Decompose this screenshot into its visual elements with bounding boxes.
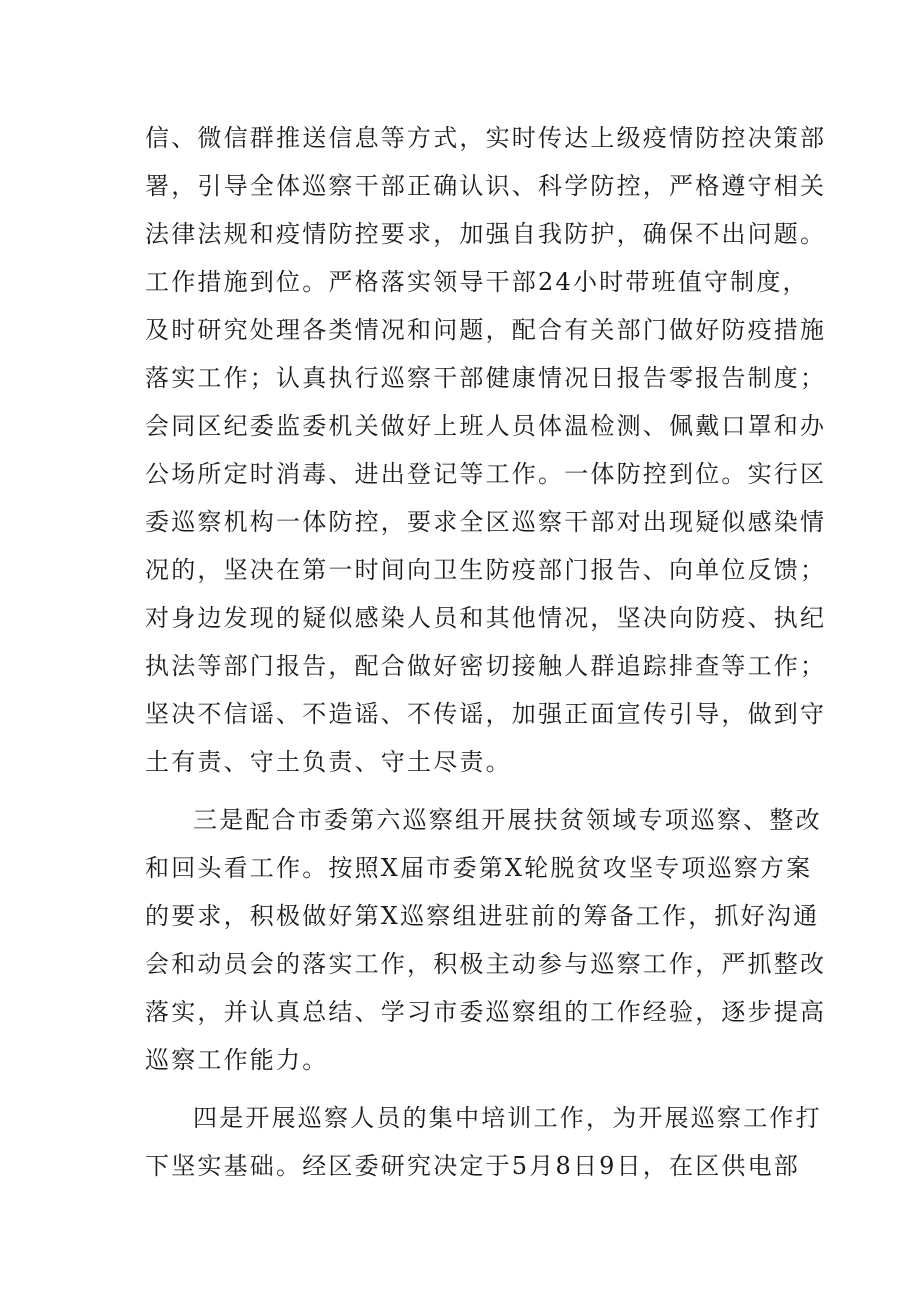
text-line-19: 落实，并认真总结、学习市委巡察组的工作经验，逐步提高: [145, 998, 827, 1026]
text-line-20: 巡察工作能力。: [145, 1046, 329, 1074]
text-line-12: 执法等部门报告，配合做好密切接触人群追踪排查等工作；: [145, 652, 827, 680]
text-line-17: 的要求，积极做好第X巡察组进驻前的筹备工作，抓好沟通: [145, 902, 820, 930]
text-line-1: 信、微信群推送信息等方式，实时传达上级疫情防控决策部: [145, 124, 827, 152]
text-line-10: 况的，坚决在第一时间向卫生防疫部门报告、向单位反馈；: [145, 556, 827, 584]
text-line-6: 落实工作；认真执行巡察干部健康情况日报告零报告制度；: [145, 364, 827, 392]
text-line-8: 公场所定时消毒、进出登记等工作。一体防控到位。实行区: [145, 460, 827, 488]
text-line-14: 土有责、守土负责、守土尽责。: [145, 748, 512, 776]
text-line-3: 法律法规和疫情防控要求，加强自我防护，确保不出问题。: [145, 220, 827, 248]
text-line-9: 委巡察机构一体防控，要求全区巡察干部对出现疑似感染情: [145, 508, 827, 536]
text-line-16: 和回头看工作。按照X届市委第X轮脱贫攻坚专项巡察方案: [145, 854, 813, 882]
text-line-7: 会同区纪委监委机关做好上班人员体温检测、佩戴口罩和办: [145, 412, 827, 440]
text-line-4: 工作措施到位。严格落实领导干部24小时带班值守制度，: [145, 268, 809, 296]
text-line-5: 及时研究处理各类情况和问题，配合有关部门做好防疫措施: [145, 316, 827, 344]
text-line-22: 下坚实基础。经区委研究决定于5月8日9日，在区供电部: [145, 1152, 801, 1180]
text-line-2: 署，引导全体巡察干部正确认识、科学防控，严格遵守相关: [145, 172, 827, 200]
paragraph-4-first-line: 四是开展巡察人员的集中培训工作，为开展巡察工作打: [193, 1104, 822, 1132]
text-line-13: 坚决不信谣、不造谣、不传谣，加强正面宣传引导，做到守: [145, 700, 827, 728]
text-line-11: 对身边发现的疑似感染人员和其他情况，坚决向防疫、执纪: [145, 604, 827, 632]
paragraph-3-first-line: 三是配合市委第六巡察组开展扶贫领域专项巡察、整改: [193, 806, 822, 834]
document-body: [145, 114, 827, 1190]
text-line-18: 会和动员会的落实工作，积极主动参与巡察工作，严抓整改: [145, 950, 827, 978]
